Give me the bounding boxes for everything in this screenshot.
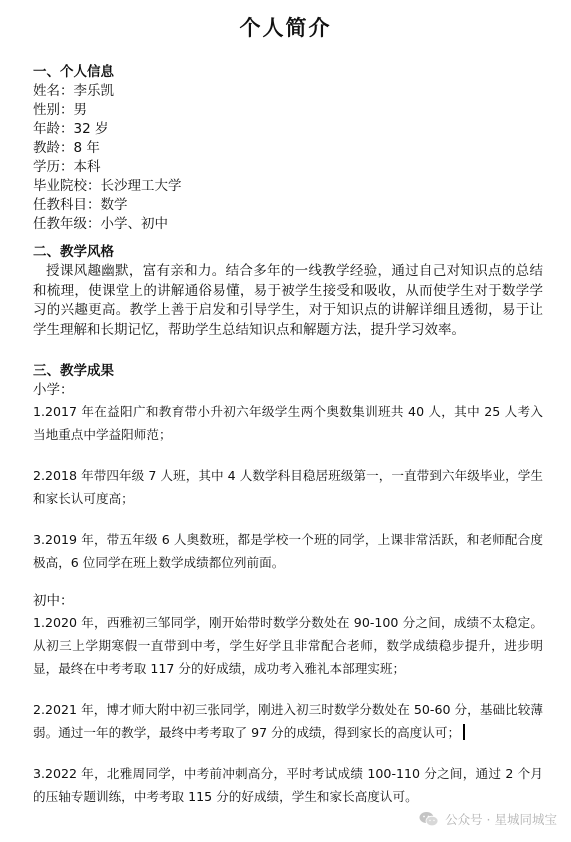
page-title: 个人简介 [239, 16, 332, 40]
info-grades: 任教年级：小学、初中 [33, 216, 168, 232]
watermark-text: 公众号 · 星城同城宝 [445, 812, 557, 827]
info-name: 姓名：李乐凯 [33, 83, 114, 99]
spacer [33, 446, 543, 464]
primary-achievement-item: 1.2017 年在益阳广和教育带小升初六年级学生两个奥数集训班共 40 人，其中 25 人考入当地重点中学益阳师范； [33, 404, 543, 442]
spacer [33, 680, 543, 698]
watermark [419, 810, 557, 828]
middle-school-label: 初中： [33, 593, 74, 609]
spacer [33, 574, 543, 592]
info-gender: 性别：男 [33, 102, 87, 118]
spacer [33, 510, 543, 528]
middle-achievement-item: 3.2022 年，北雅周同学，中考前冲刺高分，平时考试成绩 100-110 分之间，通过 2 个月的压轴专题训练，中考考取 115 分的好成绩，学生和家长高度认可。 [33, 766, 543, 804]
document-body [33, 63, 543, 808]
spacer [33, 234, 543, 243]
primary-achievement-item: 2.2018 年带四年级 7 人班，其中 4 人数学科目稳居班级第一，一直带到六年级毕业，学生和家长认可度高； [33, 468, 543, 506]
info-age: 年龄：32 岁 [33, 121, 109, 137]
section-heading-personal-info: 一、个人信息 [33, 64, 114, 80]
section-heading-achievements: 三、教学成果 [33, 363, 114, 379]
spacer [33, 340, 543, 362]
info-subject: 任教科目：数学 [33, 197, 128, 213]
section-heading-teaching-style: 二、教学风格 [33, 244, 114, 260]
info-teaching-years: 教龄：8 年 [33, 140, 100, 156]
primary-school-label: 小学： [33, 382, 74, 398]
spacer [33, 744, 543, 762]
teaching-style-paragraph: 授课风趣幽默，富有亲和力。结合多年的一线教学经验，通过自己对知识点的总结和梳理，使课堂上的讲解通俗易懂，易于被学生接受和吸收，从而使学生对于数学学习的兴趣更高。教学上善于启发和引导学生，对于知识点的讲解详细且透彻，易于让学生理解和长期记忆，帮助学生总结知识点和解题方法，提升学习效率。 [33, 263, 543, 338]
text-cursor [463, 724, 465, 740]
middle-achievement-item: 1.2020 年，西雅初三邹同学，刚开始带时数学分数处在 90-100 分之间，成绩不太稳定。从初三上学期寒假一直带到中考，学生好学且非常配合老师，数学成绩稳步提升，进步明显，最终在中考考取 117 分的好成绩，成功考入雅礼本部理实班； [33, 615, 543, 676]
middle-achievement-item [33, 698, 543, 744]
info-school: 毕业院校：长沙理工大学 [33, 178, 182, 194]
info-education: 学历：本科 [33, 159, 101, 175]
middle-achievement-text: 2.2021 年，博才师大附中初三张同学，刚进入初三时数学分数处在 50-60 分，基础比较薄弱。通过一年的教学，最终中考考取了 97 分的成绩，得到家长的高度认可； [33, 702, 543, 740]
wechat-icon [419, 811, 439, 827]
primary-achievement-item: 3.2019 年，带五年级 6 人奥数班，都是学校一个班的同学，上课非常活跃，和老师配合度极高，6 位同学在班上数学成绩都位列前面。 [33, 532, 543, 570]
